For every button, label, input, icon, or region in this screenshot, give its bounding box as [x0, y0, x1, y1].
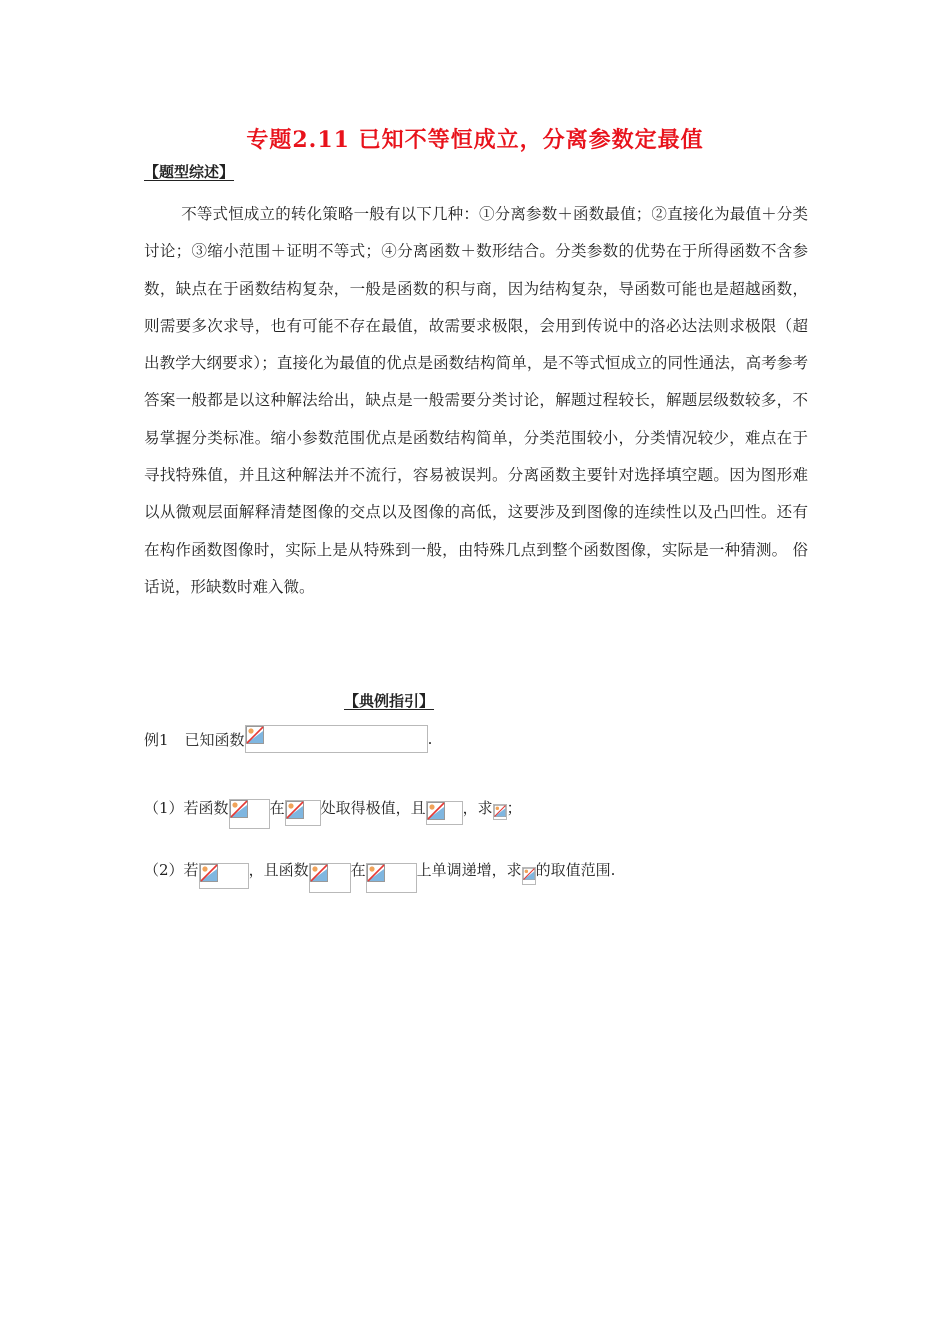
- broken-image-icon: [367, 864, 385, 882]
- formula-image: [285, 800, 321, 826]
- q2-text-5: 的取值范围.: [535, 860, 616, 879]
- overview-paragraph: 不等式恒成立的转化策略一般有以下几种：①分离参数＋函数最值；②直接化为最值＋分类讨论；③缩小范围＋证明不等式；④分离函数＋数形结合。分类参数的优势在于所得函数不含参数，缺点在于函数结构复杂，一般是函数的积与商，因为结构复杂，导函数可能也是超越函数，则需要多次求导，也有可能不存在最值，故需要求极限，会用到传说中的洛必达法则求极限（超出教学大纲要求）；直接化为最值的优点是函数结构简单，是不等式恒成立的同性通法，高考参考答案一般都是以这种解法给出，缺点是一般需要分类讨论，解题过程较长，解题层级数较多，不易掌握分类标准。缩小参数范围优点是函数结构简单，分类范围较小，分类情况较少，难点在于寻找特殊值，并且这种解法并不流行，容易被误判。分离函数主要针对选择填空题。因为图形难以从微观层面解释清楚图像的交点以及图像的高低，这要涉及到图像的连续性以及凸凹性。还有在构作函数图像时，实际上是从特殊到一般，由特殊几点到整个函数图像，实际是一种猜测。 俗话说，形缺数时难入微。: [144, 205, 808, 596]
- broken-image-icon: [200, 864, 218, 882]
- formula-image: [229, 799, 270, 829]
- q1-number: （1）: [144, 798, 184, 817]
- q2-number: （2）: [144, 860, 184, 879]
- q1-text-4: ，求: [462, 798, 493, 817]
- example-text: 已知函数: [184, 730, 245, 749]
- section-heading-overview: 【题型综述】: [144, 163, 235, 181]
- section-heading-examples: 【典例指引】: [344, 692, 435, 710]
- q2-text-1: 若: [183, 860, 199, 879]
- broken-image-icon: [494, 805, 506, 817]
- page-title: 专题2.11 已知不等恒成立，分离参数定最值: [246, 127, 704, 153]
- formula-image: [199, 863, 249, 889]
- broken-image-icon: [246, 726, 264, 744]
- q1-text-3: 处取得极值，且: [320, 798, 426, 817]
- q2-text-4: 上单调递增，求: [416, 860, 522, 879]
- q2-text-3: 在: [350, 860, 366, 879]
- question-2-line: [144, 845, 615, 893]
- q1-text-2: 在: [269, 798, 285, 817]
- formula-image: [366, 863, 417, 893]
- example-end: .: [427, 730, 433, 748]
- question-1-line: [144, 785, 522, 829]
- q1-text-5: ；: [506, 798, 522, 817]
- broken-image-icon: [230, 800, 248, 818]
- formula-image: [245, 725, 428, 753]
- formula-image: [309, 863, 351, 893]
- broken-image-icon: [523, 868, 535, 880]
- example-1-line: [144, 725, 432, 753]
- broken-image-icon: [286, 801, 304, 819]
- formula-image: [493, 804, 507, 820]
- formula-image: [522, 867, 536, 885]
- example-label: 例1: [144, 730, 169, 749]
- broken-image-icon: [310, 864, 328, 882]
- q2-text-2: ，且函数: [248, 860, 309, 879]
- q1-text-1: 若函数: [183, 798, 229, 817]
- broken-image-icon: [427, 802, 445, 820]
- formula-image: [426, 801, 463, 825]
